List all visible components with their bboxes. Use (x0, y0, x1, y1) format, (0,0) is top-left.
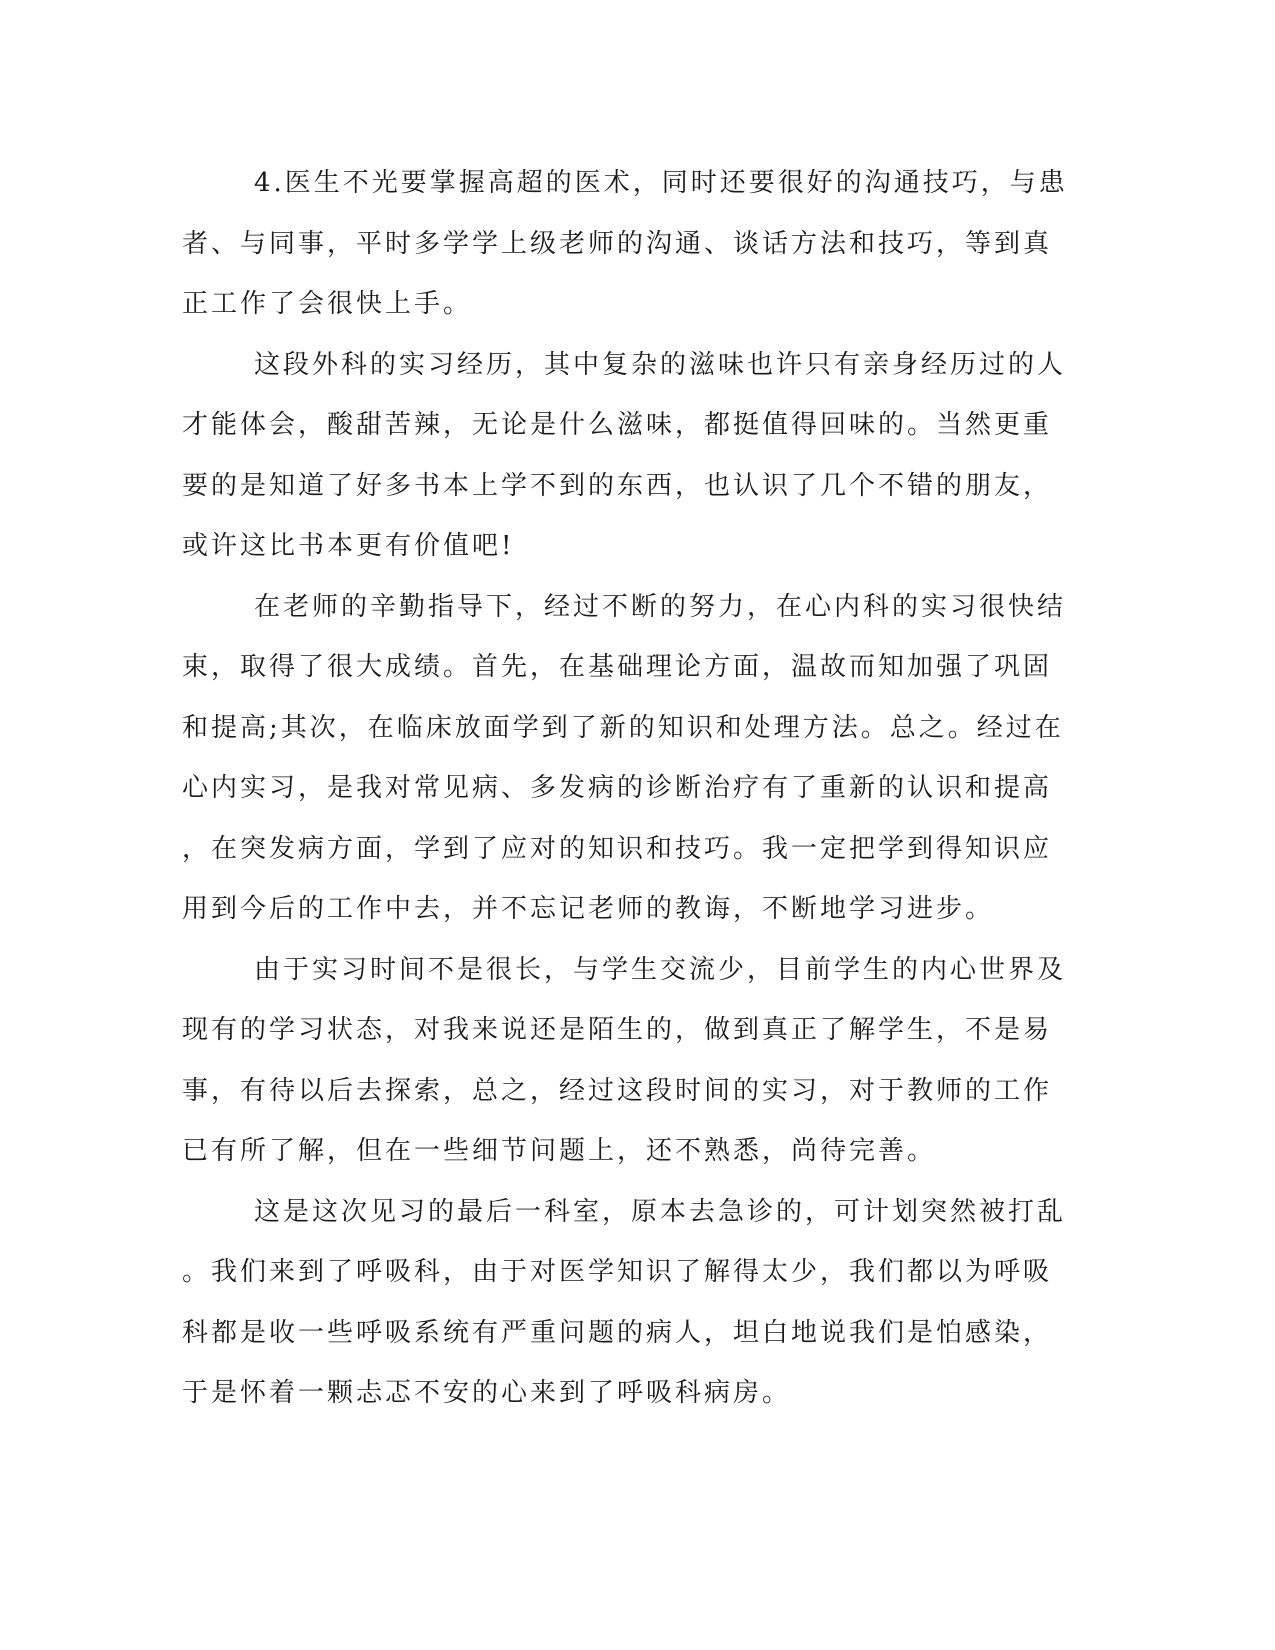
paragraph-line: 束，取得了很大成绩。首先，在基础理论方面，温故而知加强了巩固 (182, 652, 1053, 682)
paragraph-line: 科都是收一些呼吸系统有严重问题的病人，坦白地说我们是怕感染， (182, 1317, 1053, 1348)
paragraph-1 (182, 153, 1068, 335)
paragraph-line: 在老师的辛勤指导下，经过不断的努力，在心内科的实习很快结 (254, 591, 1067, 622)
paragraph-line: 已有所了解，但在一些细节问题上，还不熟悉，尚待完善。 (182, 1136, 937, 1166)
paragraph-line: 才能体会，酸甜苦辣，无论是什么滋味，都挺值得回味的。当然更重 (182, 410, 1053, 440)
paragraph-line: 4.医生不光要掌握高超的医术，同时还要很好的沟通技巧，与患 (254, 168, 1068, 198)
document-body (182, 153, 1068, 1424)
paragraph-line: 要的是知道了好多书本上学不到的东西，也认识了几个不错的朋友， (182, 470, 1053, 501)
paragraph-line: 用到今后的工作中去，并不忘记老师的教诲，不断地学习进步。 (182, 894, 995, 924)
paragraph-line: 于是怀着一颗忐忑不安的心来到了呼吸科病房。 (182, 1378, 792, 1408)
paragraph-2 (182, 335, 1067, 577)
paragraph-line: 事，有待以后去探索，总之，经过这段时间的实习，对于教师的工作 (182, 1075, 1053, 1106)
paragraph-line: 。我们来到了呼吸科，由于对医学知识了解得太少，我们都以为呼吸 (182, 1257, 1053, 1287)
paragraph-3 (182, 577, 1067, 940)
paragraph-5 (182, 1182, 1067, 1424)
paragraph-line: 或许这比书本更有价值吧! (182, 531, 515, 561)
paragraph-line: 现有的学习状态，对我来说还是陌生的，做到真正了解学生，不是易 (182, 1015, 1053, 1045)
paragraph-line: 和提高;其次，在临床放面学到了新的知识和处理方法。总之。经过在 (182, 712, 1064, 743)
paragraph-line: 由于实习时间不是很长，与学生交流少，目前学生的内心世界及 (254, 954, 1067, 985)
paragraph-line: 这是这次见习的最后一科室，原本去急诊的，可计划突然被打乱 (254, 1196, 1067, 1227)
paragraph-line: 心内实习，是我对常见病、多发病的诊断治疗有了重新的认识和提高 (182, 773, 1053, 803)
paragraph-line: 者、与同事，平时多学学上级老师的沟通、谈话方法和技巧，等到真 (182, 228, 1053, 259)
paragraph-line: 正工作了会很快上手。 (182, 289, 473, 319)
paragraph-line: 这段外科的实习经历，其中复杂的滋味也许只有亲身经历过的人 (254, 349, 1067, 380)
paragraph-line: ，在突发病方面，学到了应对的知识和技巧。我一定把学到得知识应 (182, 833, 1053, 864)
paragraph-4 (182, 940, 1067, 1182)
